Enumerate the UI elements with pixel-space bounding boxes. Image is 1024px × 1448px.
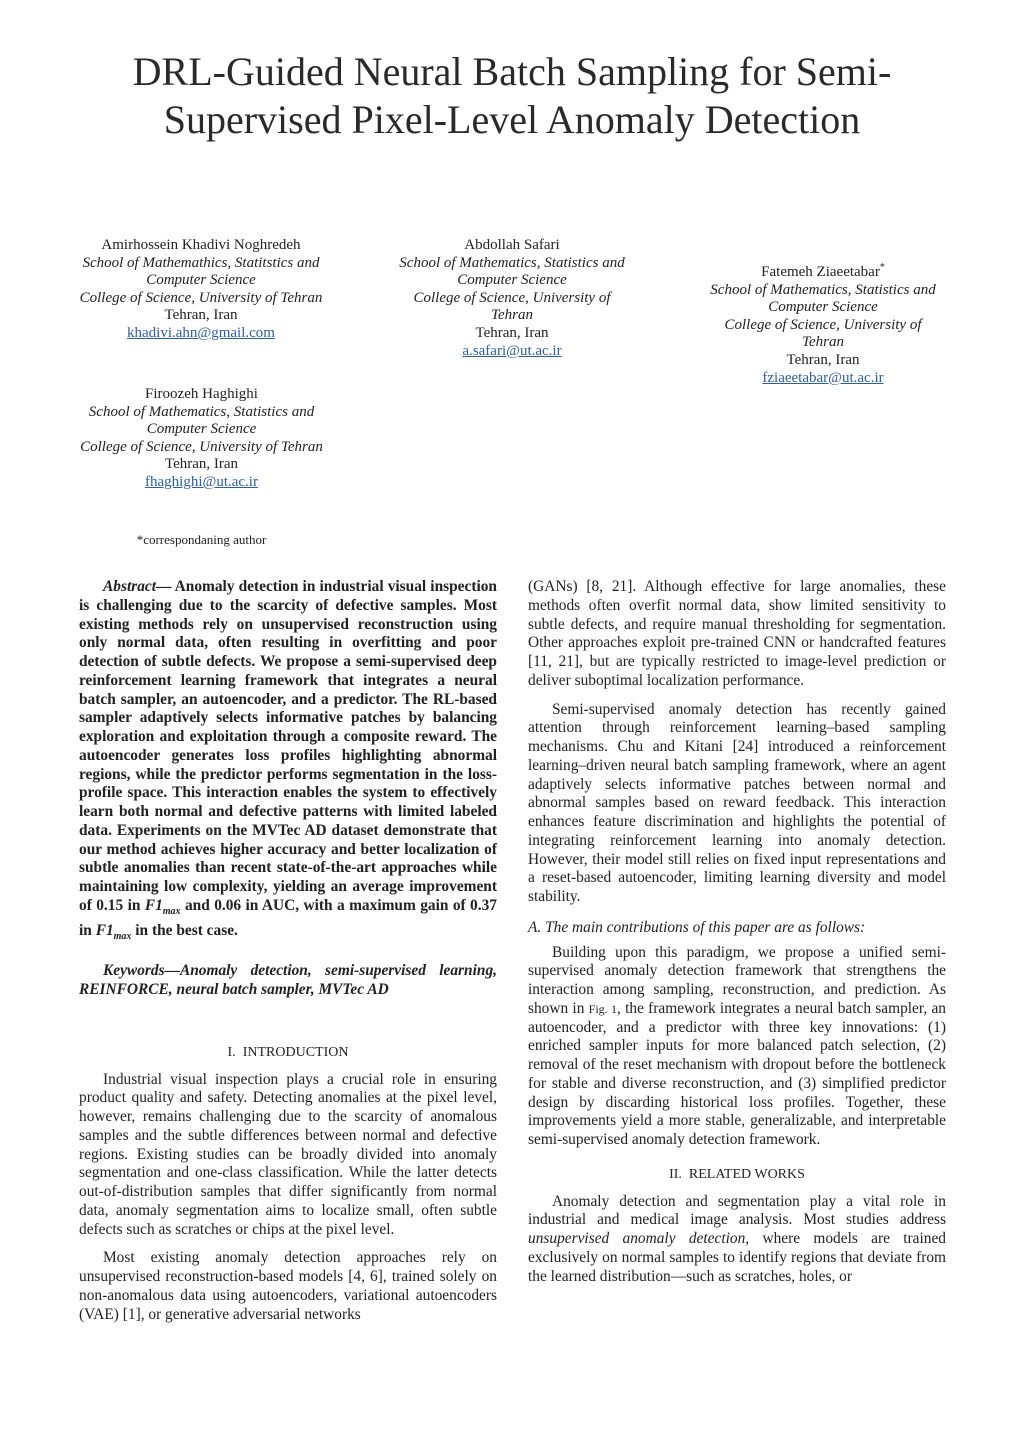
author-name-line (703, 259, 943, 282)
corresponding-author-note: *correspondaning author (136, 532, 267, 547)
author-block-4 (80, 386, 323, 492)
right-column (528, 578, 946, 1296)
intro-paragraph-2: Most existing anomaly detection approaches rely on unsupervised reconstruction-based models [4, 6], trained solely on non-anomalous data using autoencoders, variational autoencoders (VAE) [1], or generative adversarial networks (79, 1249, 497, 1323)
author-city: Tehran, Iran (164, 456, 239, 473)
author-block-3 (703, 259, 943, 387)
author-city: Tehran, Iran (164, 307, 238, 324)
section-heading-introduction: I. INTRODUCTION (227, 1044, 349, 1060)
related-works-paragraph: Anomaly detection and segmentation play a vital role in industrial and medical image analysis. Most studies address unsupervised anomaly detection, where models are trained exclusively on normal samples to identify regions that deviate from the learned distribution—such as scratches, holes, or (528, 1192, 946, 1285)
math-f1max: $F1_{max}$ (95, 921, 132, 942)
abstract-text-3: in the best case. (131, 921, 238, 939)
author-name: Fatemeh Ziaeetabar (761, 264, 880, 280)
semi-supervised-paragraph: Semi-supervised anomaly detection has recently gained attention through reinforcement learning–based sampling mechanisms. Chu and Kitani [24] introduced a reinforcement learning–driven neural batch sampling framework, where an agent adaptively selects informative patches between normal and abnormal samples based on reward feedback. This interaction enhances feature discrimination and highlights the potential of integrating reinforcement learning into anomaly detection. However, their model still relies on fixed input representations and a reset-based autoencoder, limiting learning diversity and model stability. (528, 700, 946, 905)
subsection-heading-contributions: A. The main contributions of this paper are as follows: (528, 918, 866, 936)
author-college: College of Science, University of Tehran (80, 438, 323, 455)
author-email-link[interactable]: khadivi.ahn@gmail.com (127, 324, 275, 341)
keywords: Keywords—Anomaly detection, semi-supervised learning, REINFORCE, neural batch sampler, MVTec AD (79, 962, 497, 999)
contributions-paragraph: Building upon this paradigm, we propose a unified semi-supervised anomaly detection framework that strengthens the interaction among sampling, reconstruction, and prediction. As shown in Fig. 1, the framework integrates a neural batch sampler, an autoencoder, and a predictor with three key innovations: (1) enriched sampler inputs for more balanced patch selection, (2) removal of the reset mechanism with dropout before the bottleneck for stable and diverse reconstruction, and (3) simplified predictor design by discarding historical loss profiles. Together, these improvements yield a more stable, generalizable, and interpretable semi-supervised anomaly detection framework. (528, 943, 947, 1148)
left-column (79, 578, 497, 1334)
author-dept: School of Mathematics, Statistics and Computer Science (88, 403, 315, 438)
paper-title: DRL-Guided Neural Batch Sampling for Semi-Supervised Pixel-Level Anomaly Detection (132, 49, 892, 142)
author-block-1 (78, 237, 324, 343)
related-paragraph-gans: (GANs) [8, 21]. Although effective for large anomalies, these methods often overfit normal data, show limited sensitivity to subtle defects, and require manual thresholding for segmentation. Other approaches exploit pre-trained CNN or handcrafted features [11, 21], but are typically restricted to image-level prediction or deliver suboptimal localization performance. (528, 578, 946, 689)
abstract-text-1: — Anomaly detection in industrial visual inspection is challenging due to the scarcity of defective samples. Most existing methods rely on unsupervised reconstruction using only normal data, often resulting in overfitting and poor detection of subtle defects. We propose a semi-supervised deep reinforcement learning framework that integrates a neural batch sampler, an autoencoder, and a predictor. The RL-based sampler adaptively selects informative patches by balancing exploration and exploitation through a composite reward. The autoencoder generates loss profiles highlighting abnormal regions, while the predictor performs segmentation in the loss-profile space. This interaction enables the system to effectively learn both normal and defective patterns with limited labeled data. Experiments on the MVTec AD dataset demonstrate that our method achieves higher accuracy and better localization of subtle anomalies than recent state-of-the-art approaches while maintaining low complexity, yielding an average improvement of 0.15 in (79, 578, 497, 914)
math-f1max: $F1_{max}$ (144, 896, 181, 917)
abstract-text-2: and 0.06 in AUC, with a maximum gain of 0.37 in (79, 896, 497, 939)
author-email-link[interactable]: fziaeetabar@ut.ac.ir (762, 369, 884, 386)
author-email-link[interactable]: fhaghighi@ut.ac.ir (145, 473, 258, 490)
author-block-2 (393, 237, 631, 360)
author-email-link[interactable]: a.safari@ut.ac.ir (462, 342, 562, 359)
figure-reference: Fig. 1 (588, 1001, 618, 1016)
author-name: Firoozeh Haghighi (145, 386, 258, 402)
author-college: College of Science, University of Tehran (79, 289, 323, 306)
corresponding-mark: * (879, 262, 885, 273)
section-heading-related-works: II. RELATED WORKS (669, 1166, 805, 1182)
abstract-label: Abstract (103, 578, 157, 595)
author-name: Amirhossein Khadivi Noghredeh (101, 237, 301, 253)
author-name: Abdollah Safari (464, 237, 560, 253)
author-dept: School of Mathematics, Statistics and Computer Science (399, 254, 625, 289)
author-dept: School of Mathemathics, Statitstics and Computer Science (82, 254, 320, 289)
intro-paragraph-1: Industrial visual inspection plays a crucial role in ensuring product quality and safety. Detecting anomalies at the pixel level, however, remains challenging due to the scarcity of anomalous samples and the subtle differences between normal and defective regions. Existing studies can be broadly divided into anomaly segmentation and one-class classification. While the latter detects out-of-distribution samples that differ significantly from normal data, anomaly segmentation aims to localize small, often subtle defects such as scratches or chips at the pixel level. (79, 1070, 497, 1238)
author-city: Tehran, Iran (475, 324, 549, 341)
author-college: College of Science, University of Tehran (724, 316, 922, 351)
author-city: Tehran, Iran (786, 351, 860, 368)
abstract (79, 578, 497, 946)
author-dept: School of Mathematics, Statistics and Computer Science (710, 281, 936, 316)
author-college: College of Science, University of Tehran (413, 289, 611, 324)
emphasis-unsupervised: unsupervised anomaly detection (528, 1230, 746, 1247)
